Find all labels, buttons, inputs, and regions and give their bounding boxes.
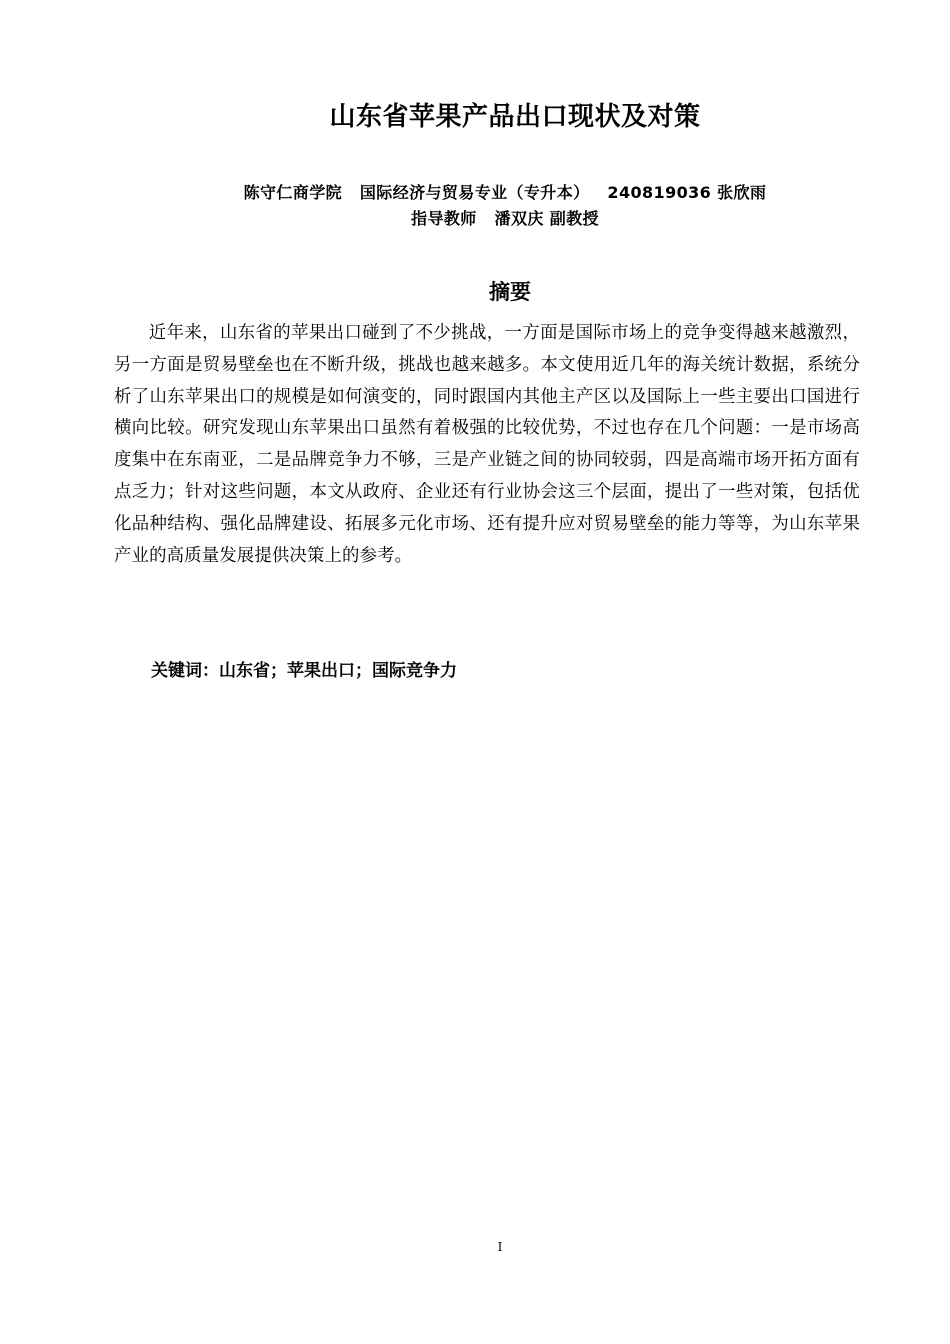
keywords-line: 关键词：山东省；苹果出口；国际竞争力 (151, 661, 457, 681)
page-number: I (497, 1240, 503, 1254)
paper-title: 山东省苹果产品出口现状及对策 (329, 102, 701, 132)
abstract-text: 近年来，山东省的苹果出口碰到了不少挑战，一方面是国际市场上的竞争变得越来越激烈，另一方面是贸易壁垒也在不断升级，挑战也越来越多。本文使用近几年的海关统计数据，系统分析了山东苹果出口的规模是如何演变的，同时跟国内其他主产区以及国际上一些主要出口国进行横向比较。研究发现山东苹果出口虽然有着极强的比较优势，不过也存在几个问题：一是市场高度集中在东南亚，二是品牌竞争力不够，三是产业链之间的协同较弱，四是高端市场开拓方面有点乏力；针对这些问题，本文从政府、企业还有行业协会这三个层面，提出了一些对策，包括优化品种结构、强化品牌建设、拓展多元化市场、还有提升应对贸易壁垒的能力等等，为山东苹果产业的高质量发展提供决策上的参考。 (114, 323, 860, 566)
abstract-heading: 摘要 (489, 280, 531, 304)
advisor-info: 指导教师 潘双庆 副教授 (411, 209, 599, 228)
author-info: 陈守仁商学院 国际经济与贸易专业（专升本） 240819036 张欣雨 (243, 183, 767, 202)
